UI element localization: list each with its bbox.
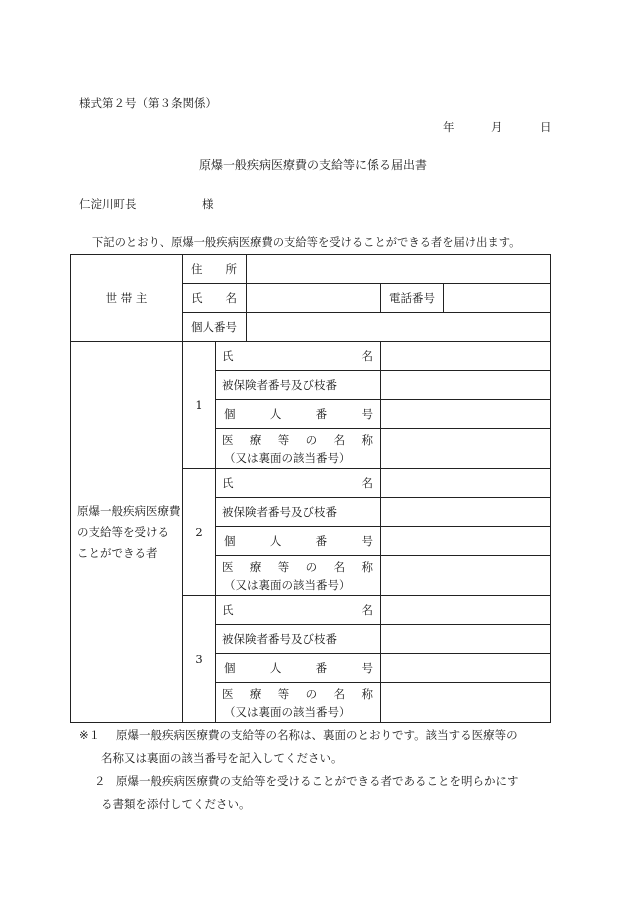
date-month-label: 月 <box>491 120 503 134</box>
entry-name-label: 氏 名 <box>216 342 381 371</box>
note-2 <box>79 770 555 816</box>
entry-insurer-field[interactable] <box>381 371 551 400</box>
householder-name-label: 氏 名 <box>183 284 247 313</box>
entry-name-field[interactable] <box>381 596 551 625</box>
document-title: 原爆一般疾病医療費の支給等に係る届出書 <box>199 158 428 172</box>
entry-facility-field[interactable] <box>381 556 551 596</box>
note-mark: ２ <box>94 774 106 788</box>
entry-name-label: 氏 名 <box>216 469 381 498</box>
entry-name-field[interactable] <box>381 342 551 371</box>
householder-label: 世 帯 主 <box>71 255 183 342</box>
note-text-line2: る書類を添付してください。 <box>101 797 251 811</box>
entry-id-label: 個 人 番 号 <box>216 527 381 556</box>
recipients-label <box>71 342 183 723</box>
date-day-label: 日 <box>540 120 552 134</box>
entry-id-field[interactable] <box>381 400 551 429</box>
householder-address-label: 住 所 <box>183 255 247 284</box>
addressee-name: 仁淀川町長 <box>79 197 137 211</box>
addressee-honorific: 様 <box>202 197 214 211</box>
entry-number: 1 <box>183 342 216 469</box>
householder-id-field[interactable] <box>247 313 551 342</box>
form-number: 様式第２号（第３条関係） <box>79 96 217 110</box>
entry-insurer-field[interactable] <box>381 625 551 654</box>
entry-facility-note: （又は裏面の該当番号） <box>224 704 351 719</box>
entry-facility-label: 医 療 等 の 名 称 （又は裏面の該当番号） <box>216 429 381 469</box>
note-text-line2: 名称又は裏面の該当番号を記入してください。 <box>101 751 343 765</box>
entry-id-field[interactable] <box>381 527 551 556</box>
entry-facility-field[interactable] <box>381 683 551 723</box>
recipients-label-line: ことができる者 <box>77 545 158 560</box>
householder-phone-field[interactable] <box>444 284 551 313</box>
note-mark: ※１ <box>79 728 101 742</box>
intro-text: 下記のとおり、原爆一般疾病医療費の支給等を受けることができる者を届け出ます。 <box>92 236 521 249</box>
entry-id-label: 個 人 番 号 <box>216 654 381 683</box>
recipients-label-line: の支給等を受ける <box>77 524 169 539</box>
recipients-label-line: 原爆一般疾病医療費 <box>77 503 181 518</box>
note-text-line1: 原爆一般疾病医療費の支給等の名称は、裏面のとおりです。該当する医療等の <box>116 728 518 742</box>
entry-insurer-label: 被保険者番号及び枝番 <box>216 625 381 654</box>
entry-facility-field[interactable] <box>381 429 551 469</box>
notification-table <box>70 254 551 723</box>
note-text-line1: 原爆一般疾病医療費の支給等を受けることができる者であることを明らかにす <box>116 774 519 788</box>
entry-number: 2 <box>183 469 216 596</box>
entry-id-label: 個 人 番 号 <box>216 400 381 429</box>
householder-id-label: 個人番号 <box>183 313 247 342</box>
entry-name-field[interactable] <box>381 469 551 498</box>
entry-id-field[interactable] <box>381 654 551 683</box>
entry-insurer-field[interactable] <box>381 498 551 527</box>
date-year-label: 年 <box>443 120 455 134</box>
householder-name-field[interactable] <box>247 284 381 313</box>
entry-facility-label: 医 療 等 の 名 称 （又は裏面の該当番号） <box>216 556 381 596</box>
householder-address-field[interactable] <box>247 255 551 284</box>
entry-number: 3 <box>183 596 216 723</box>
entry-insurer-label: 被保険者番号及び枝番 <box>216 498 381 527</box>
notes-section <box>79 724 555 816</box>
entry-insurer-label: 被保険者番号及び枝番 <box>216 371 381 400</box>
entry-name-label: 氏 名 <box>216 596 381 625</box>
entry-facility-note: （又は裏面の該当番号） <box>224 577 351 592</box>
entry-facility-note: （又は裏面の該当番号） <box>224 450 351 465</box>
householder-phone-label: 電話番号 <box>381 284 444 313</box>
note-1 <box>79 724 555 770</box>
entry-facility-label: 医 療 等 の 名 称 （又は裏面の該当番号） <box>216 683 381 723</box>
